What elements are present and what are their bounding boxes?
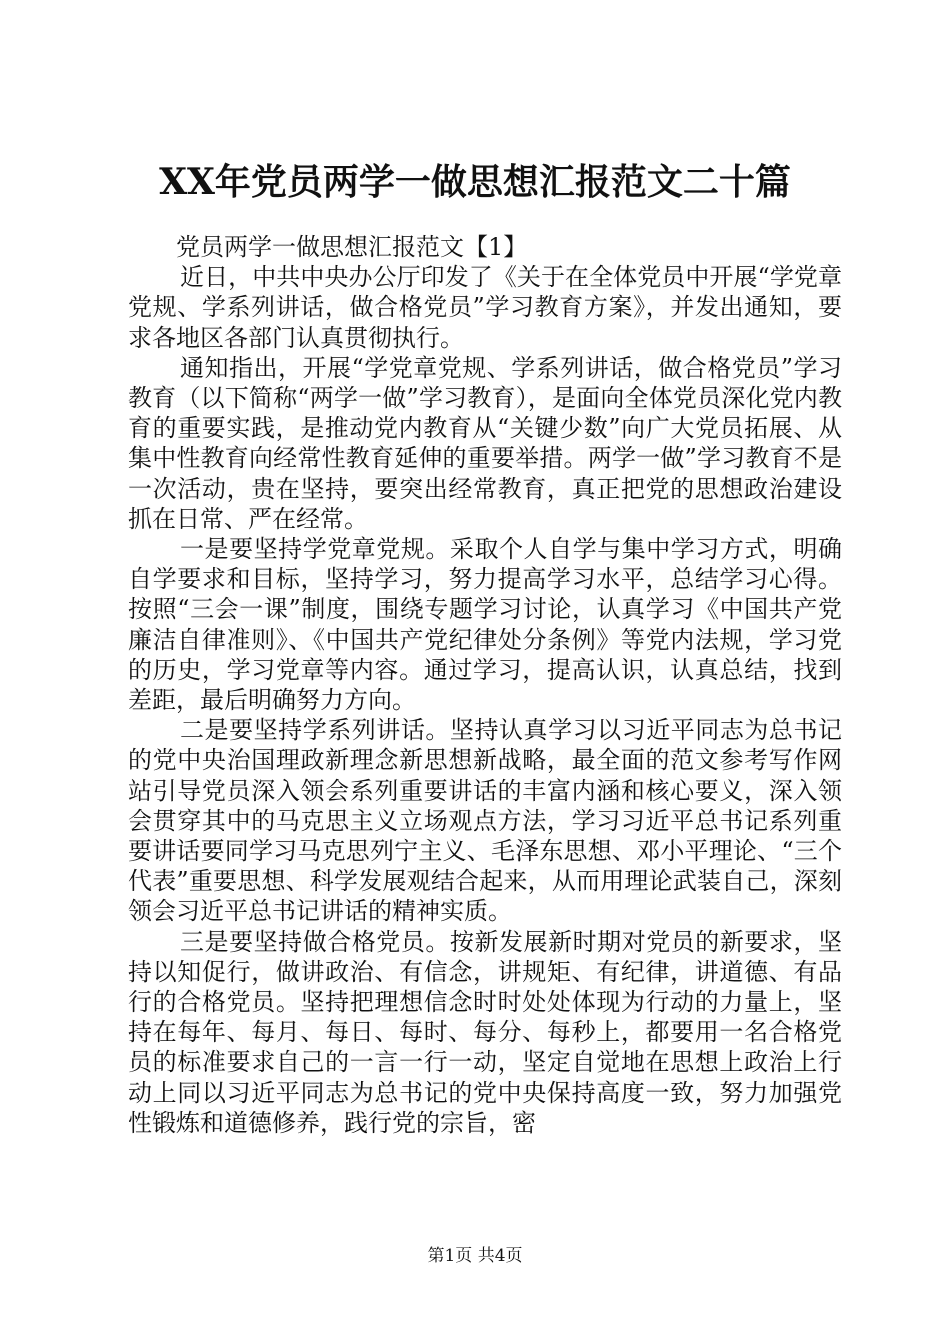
paragraph: 一是要坚持学党章党规。采取个人自学与集中学习方式，明确自学要求和目标，坚持学习，努力提高学习水平，总结学习心得。按照“三会一课”制度，围绕专题学习讨论，认真学习《中国共产党廉洁自律准则》、《中国共产党纪律处分条例》等党内法规，学习党的历史，学习党章等内容。通过学习，提高认识，认真总结，找到差距，最后明确努力方向。 [128,535,842,715]
section-heading: 党员两学一做思想汇报范文【1】 [176,233,528,261]
document-title: XX年党员两学一做思想汇报范文二十篇 [159,161,791,203]
paragraph: 三是要坚持做合格党员。按新发展新时期对党员的新要求，坚持以知促行，做讲政治、有信念，讲规矩、有纪律，讲道德、有品行的合格党员。坚持把理想信念时时处处体现为行动的力量上，坚持在每年、每月、每日、每时、每分、每秒上，都要用一名合格党员的标准要求自己的一言一行一动，坚定自觉地在思想上政治上行动上同以习近平同志为总书记的党中央保持高度一致，努力加强党性锻炼和道德修养，践行党的宗旨，密 [128,927,842,1137]
paragraph: 近日，中共中央办公厅印发了《关于在全体党员中开展“学党章党规、学系列讲话，做合格党员”学习教育方案》，并发出通知，要求各地区各部门认真贯彻执行。 [128,263,842,352]
paragraph: 通知指出，开展“学党章党规、学系列讲话，做合格党员”学习教育（以下简称“两学一做”学习教育），是面向全体党员深化党内教育的重要实践，是推动党内教育从“关键少数”向广大党员拓展、从集中性教育向经常性教育延伸的重要举措。两学一做”学习教育不是一次活动，贵在坚持，要突出经常教育，真正把党的思想政治建设抓在日常、严在经常。 [128,353,842,533]
page-footer: 第1页 共4页 [427,1246,523,1266]
paragraph: 二是要坚持学系列讲话。坚持认真学习以习近平同志为总书记的党中央治国理政新理念新思想新战略，最全面的范文参考写作网站引导党员深入领会系列重要讲话的丰富内涵和核心要义，深入领会贯穿其中的马克思主义立场观点方法，学习习近平总书记系列重要讲话要同学习马克思列宁主义、毛泽东思想、邓小平理论、“三个代表”重要思想、科学发展观结合起来，从而用理论武装自己，深刻领会习近平总书记讲话的精神实质。 [128,716,842,926]
document-body [128,232,842,1138]
